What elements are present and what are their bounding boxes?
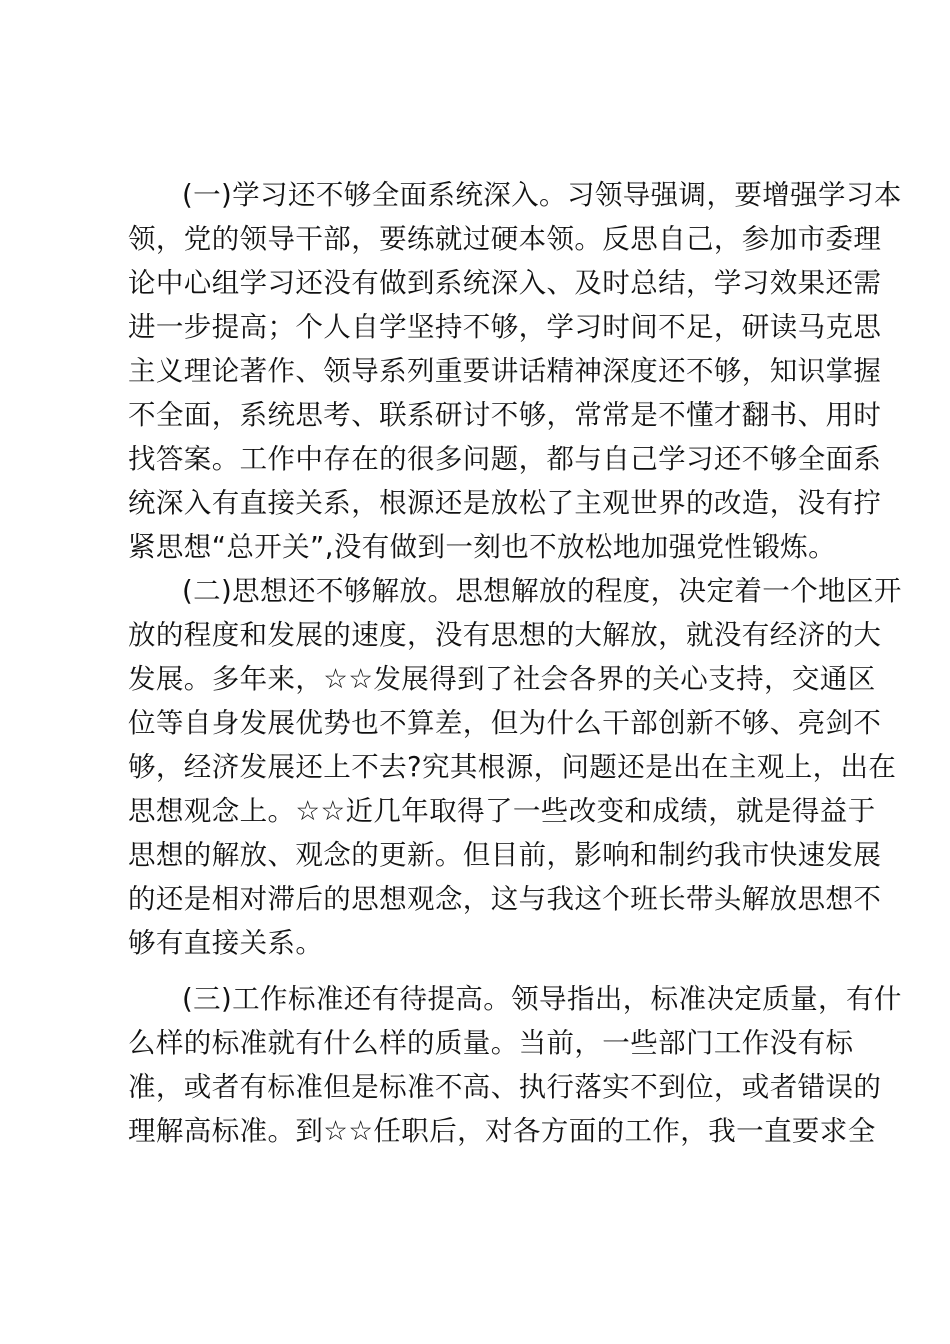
paragraph-3-line-3: 准，或者有标准但是标准不高、执行落实不到位，或者错误的 [128,1071,882,1103]
paragraph-2-line-5: 够，经济发展还上不去?究其根源，问题还是出在主观上，出在 [128,751,897,783]
paragraph-2-line-8: 的还是相对滞后的思想观念，这与我这个班长带头解放思想不 [128,883,882,915]
paragraph-2-line-6: 思想观念上。☆☆近几年取得了一些改变和成绩，就是得益于 [128,795,876,827]
paragraph-1-line-8: 统深入有直接关系，根源还是放松了主观世界的改造，没有拧 [128,487,882,519]
paragraph-1-line-1: (一)学习还不够全面系统深入。习领导强调，要增强学习本 [182,179,902,211]
paragraph-1-line-7: 找答案。工作中存在的很多问题，都与自己学习还不够全面系 [128,443,882,475]
paragraph-3-line-2: 么样的标准就有什么样的质量。当前，一些部门工作没有标 [128,1027,854,1059]
paragraph-1-line-3: 论中心组学习还没有做到系统深入、及时总结，学习效果还需 [128,267,882,299]
paragraph-1-line-6: 不全面，系统思考、联系研讨不够，常常是不懂才翻书、用时 [128,399,882,431]
paragraph-1-line-4: 进一步提高；个人自学坚持不够，学习时间不足，研读马克思 [128,311,882,343]
paragraph-2-line-7: 思想的解放、观念的更新。但目前，影响和制约我市快速发展 [128,839,882,871]
paragraph-2-line-3: 发展。多年来，☆☆发展得到了社会各界的关心支持，交通区 [128,663,876,695]
paragraph-1-line-5: 主义理论著作、领导系列重要讲话精神深度还不够，知识掌握 [128,355,882,387]
paragraph-1-line-2: 领，党的领导干部，要练就过硬本领。反思自己，参加市委理 [128,223,882,255]
paragraph-1-line-9: 紧思想“总开关”,没有做到一刻也不放松地加强党性锻炼。 [128,531,837,563]
paragraph-2-line-4: 位等自身发展优势也不算差，但为什么干部创新不够、亮剑不 [128,707,882,739]
paragraph-2-line-1: (二)思想还不够解放。思想解放的程度，决定着一个地区开 [182,575,902,607]
paragraph-2-line-9: 够有直接关系。 [128,927,324,959]
paragraph-3-line-1: (三)工作标准还有待提高。领导指出，标准决定质量，有什 [182,983,902,1015]
paragraph-3-line-4: 理解高标准。到☆☆任职后，对各方面的工作，我一直要求全 [128,1115,876,1147]
paragraph-2-line-2: 放的程度和发展的速度，没有思想的大解放，就没有经济的大 [128,619,882,651]
